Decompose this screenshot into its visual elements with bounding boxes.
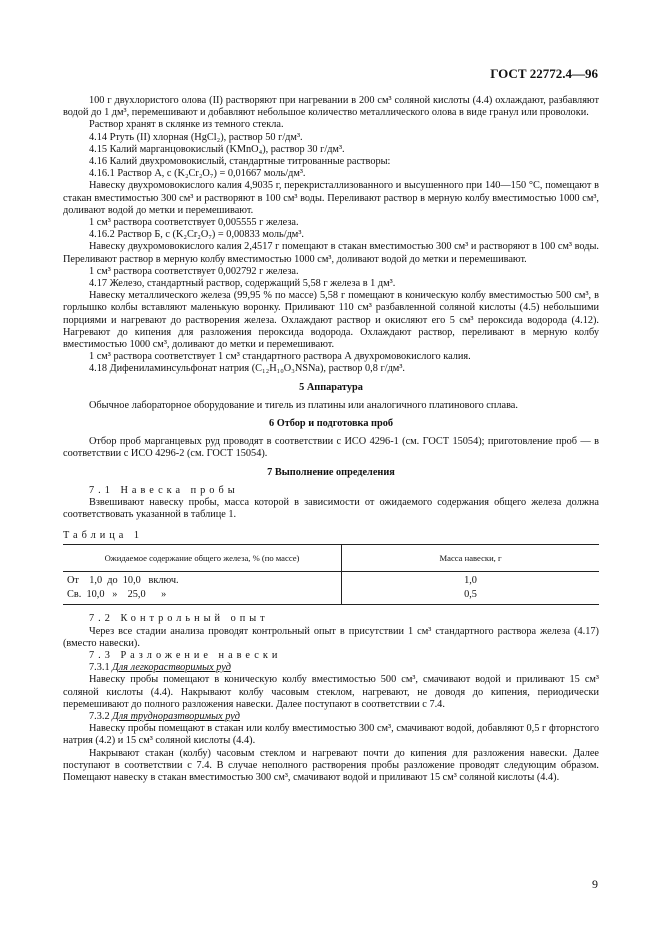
- clause-4-16-1: 4.16.1 Раствор А, c (K₂Cr₂O₇) = 0,01667 моль/дм³.: [89, 168, 306, 180]
- table-header-row: [63, 544, 599, 571]
- table-cell: 0,5: [342, 588, 600, 605]
- paragraph: Отбор проб марганцевых руд проводят в соответствии с ИСО 4296-1 (см. ГОСТ 15054); приготовление проб — в соответствии с ИСО 4296-2 (см. ГОСТ 15054).: [63, 436, 599, 460]
- clause-4-18: 4.18 Дифениламинсульфонат натрия (C₁₂H₁₀O₃NSNa), раствор 0,8 г/дм³.: [89, 363, 405, 375]
- clause-number: 7.3.2: [89, 710, 110, 722]
- table-row: [63, 588, 599, 605]
- page-number: 9: [592, 877, 598, 891]
- paragraph: Навеску металлического железа (99,95 % по массе) 5,58 г помещают в коническую колбу вместимостью 500 см³, в горлышко колбы вставляют маленькую воронку. Приливают 110 см³ разбавленной соляной кислоты (4.5) небольшими порциями и нагревают до растворения железа. Охлаждают раствор и окисляют его 5 см³ пероксида водорода (4.12). Нагревают до кипения для разложения пероксида водорода. Охлаждают раствор, переливают в мерную колбу вместимостью 1000 см³, доливают до метки и перемешивают.: [63, 290, 599, 351]
- clause-4-15: 4.15 Калий марганцовокислый (KMnO₄), раствор 30 г/дм³.: [89, 143, 345, 155]
- table-caption: Таблица 1: [63, 529, 144, 541]
- paragraph: Раствор хранят в склянке из темного стекла.: [89, 119, 284, 131]
- clause-4-16: 4.16 Калий двухромовокислый, стандартные титрованные растворы:: [89, 156, 391, 168]
- paragraph: Накрывают стакан (колбу) часовым стеклом и нагревают почти до кипения для разложения навески. Далее поступают в соответствии с 7.4. В случае неполного растворения пробы разложение проводят следующим образом. Помещают навеску в стакан вместимостью 300 см³, смачивают водой и приливают 15 см³ соляной кислоты (4.4).: [63, 747, 599, 783]
- paragraph: Навеску двухромовокислого калия 4,9035 г, перекристаллизованного и высушенного при 140—150 °С, помещают в стакан вместимостью 300 см³ и растворяют в 100 см³ воды. Переливают раствор в мерную колбу вместимостью 1000 см³, доливают водой до метки и перемешивают.: [63, 180, 599, 216]
- table-cell: Св. 10,0 » 25,0 »: [63, 588, 342, 605]
- clause-4-17: 4.17 Железо, стандартный раствор, содержащий 5,58 г железа в 1 дм³.: [89, 278, 396, 290]
- paragraph: 1 см³ раствора соответствует 0,002792 г железа.: [89, 265, 299, 277]
- clause-title: Для трудноразтворимых руд: [112, 710, 241, 722]
- table-header-cell: Масса навески, г: [342, 544, 600, 571]
- clause-7-1: 7.1 Навеска пробы: [89, 484, 239, 496]
- paragraph: Навеску пробы помещают в коническую колбу вместимостью 500 см³, смачивают водой и приливают 15 см³ соляной кислоты (4.4). Накрывают колбу часовым стеклом, нагревают, не доводя до кипения, периодически перемешивают до полного разложения навески. Далее поступают в соответствии с 7.4.: [63, 674, 599, 710]
- clause-4-14: 4.14 Ртуть (II) хлорная (HgCl₂), раствор 50 г/дм³.: [89, 131, 303, 143]
- clause-7-2: 7.2 Контрольный опыт: [89, 613, 269, 625]
- clause-7-3: 7.3 Разложение навески: [89, 649, 282, 661]
- standard-code: ГОСТ 22772.4—96: [490, 66, 598, 81]
- clause-7-3-2: [63, 711, 599, 723]
- section-heading-7: 7 Выполнение определения: [267, 466, 395, 478]
- paragraph: Взвешивают навеску пробы, масса которой в зависимости от ожидаемого содержания общего железа должна соответствовать указанной в таблице 1.: [63, 497, 599, 521]
- table-cell: 1,0: [464, 574, 477, 586]
- table-1: [63, 544, 599, 606]
- clause-4-16-2: 4.16.2 Раствор Б, c (K₂Cr₂O₇) = 0,00833 моль/дм³.: [89, 229, 304, 241]
- paragraph: 100 г двухлористого олова (II) растворяют при нагревании в 200 см³ соляной кислоты (4.4) охлаждают, разбавляют водой до 1 дм³, перемешивают и добавляют небольшое количество металлического олова в виде гранул или проволоки.: [63, 95, 599, 119]
- paragraph: Через все стадии анализа проводят контрольный опыт в присутствии 1 см³ стандартного раствора железа (4.17) (вместо навески).: [63, 625, 599, 649]
- paragraph: 1 см³ раствора соответствует 0,005555 г железа.: [89, 217, 299, 229]
- page-content: [63, 95, 599, 784]
- section-heading-6: 6 Отбор и подготовка проб: [268, 418, 393, 430]
- paragraph: Обычное лабораторное оборудование и тигель из платины или аналогичного платинового сплава.: [89, 399, 518, 411]
- clause-number: 7.3.1: [89, 662, 110, 674]
- table-cell: От 1,0 до 10,0 включ.: [63, 571, 342, 588]
- paragraph: Навеску двухромовокислого калия 2,4517 г помещают в стакан вместимостью 300 см³ и растворяют в 100 см³ воды. Переливают раствор в мерную колбу вместимостью 1000 см³, доливают водой до метки и перемешивают.: [63, 241, 599, 265]
- table-row: [63, 571, 599, 588]
- table-header-cell: Ожидаемое содержание общего железа, % (по массе): [63, 544, 342, 571]
- clause-7-3-1: [63, 662, 599, 674]
- paragraph: Навеску пробы помещают в стакан или колбу вместимостью 300 см³, смачивают водой, добавляют 0,5 г фторнстого натрия (4.2) и 15 см³ соляной кислоты (4.4).: [63, 723, 599, 747]
- paragraph: 1 см³ раствора соответствует 1 см³ стандартного раствора А двухромовокислого калия.: [89, 351, 471, 363]
- section-heading-5: 5 Аппаратура: [299, 381, 363, 393]
- clause-title: Для легкорастворимых руд: [112, 662, 232, 674]
